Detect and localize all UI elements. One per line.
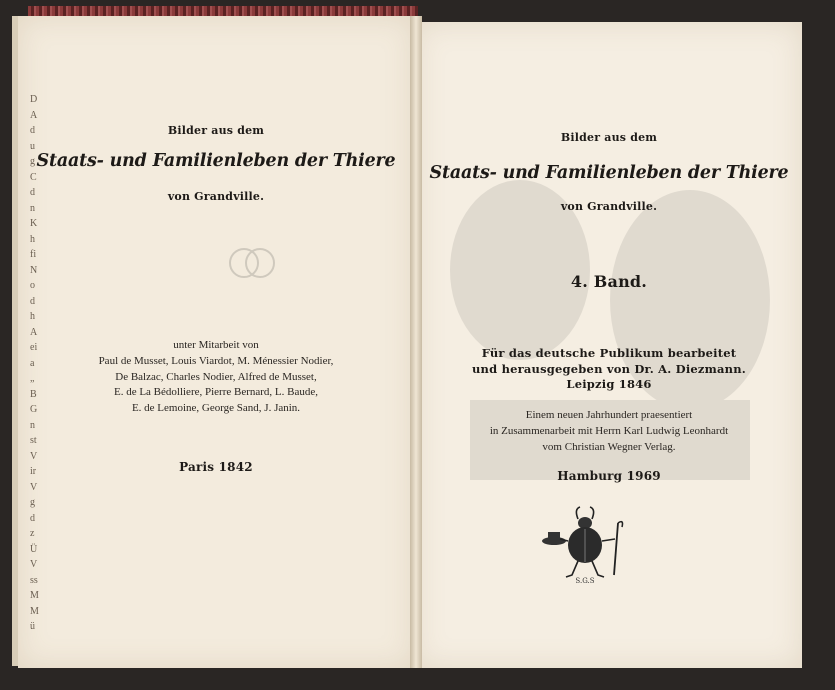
edge-letter: ir [30,466,37,477]
right-title: Staats- und Familienleben der Thiere [429,163,789,183]
right-author: von Grandville. [560,200,658,213]
edge-letter: Ü [30,543,38,555]
edge-letter: d [30,512,35,524]
edge-letter: „ [30,373,35,384]
dedication-line: Einem neuen Jahrhundert praesentiert [525,409,693,421]
right-imprint: Hamburg 1969 [557,469,661,483]
edge-letter: n [30,202,35,214]
left-title: Staats- und Familienleben der Thiere [36,151,396,171]
edge-letter: o [30,280,35,291]
edge-letter: B [30,388,37,400]
edge-letter: V [30,450,38,462]
editor-line: Leipzig 1846 [566,377,652,391]
edge-letter: n [30,419,35,431]
left-header-small: Bilder aus dem [167,124,265,137]
edge-letter: C [30,171,37,183]
edge-letter: st [30,435,37,446]
edge-letter: u [30,140,35,152]
edge-letter: d [30,125,35,136]
edge-letter: g [30,156,35,167]
edge-letter: D [30,94,38,105]
edge-letter: ss [30,574,38,586]
edge-letter: G [30,404,38,415]
show-through-ornament [222,238,282,288]
left-collab-line: De Balzac, Charles Nodier, Alfred de Musset, [115,370,317,383]
left-collab-line: E. de Lemoine, George Sand, J. Janin. [131,401,301,414]
edge-letter: N [30,264,38,276]
edge-letter: h [30,233,35,245]
editor-line: und herausgegeben von Dr. A. Diezmann. [472,362,746,376]
edge-letter: fi [30,249,37,260]
left-collab-intro: unter Mitarbeit von [173,339,259,351]
left-imprint: Paris 1842 [179,460,253,474]
beetle-vignette-icon [538,505,634,585]
edge-letter: M [30,605,39,617]
edge-letter: ü [30,621,35,632]
dedication-line: vom Christian Wegner Verlag. [542,441,676,453]
right-header-small: Bilder aus dem [560,131,658,144]
left-collab-line: Paul de Musset, Louis Viardot, M. Ménessier Nodier, [98,355,334,367]
edge-letter: V [30,559,38,570]
edge-letter: ei [30,342,38,353]
volume-label: 4. Band. [570,272,648,291]
editor-line: Für das deutsche Publikum bearbeitet [481,346,737,360]
edge-letter: A [30,109,38,121]
left-collab-line: E. de La Bédolliere, Pierre Bernard, L. Baude, [113,386,319,398]
edge-letter: d [30,295,35,307]
edge-letter: z [30,528,35,539]
edge-letter: M [30,590,39,601]
vignette-caption: S.G.S [575,577,595,585]
edge-letter: A [30,326,38,338]
edge-letter: V [30,481,38,493]
edge-letter: K [30,218,38,229]
left-author: von Grandville. [167,190,265,203]
edge-letter: a [30,357,35,369]
edge-letter: h [30,311,35,322]
dedication-line: in Zusammenarbeit mit Herrn Karl Ludwig Leonhardt [489,425,729,437]
edge-letter: g [30,497,35,508]
edge-letter: d [30,187,35,198]
